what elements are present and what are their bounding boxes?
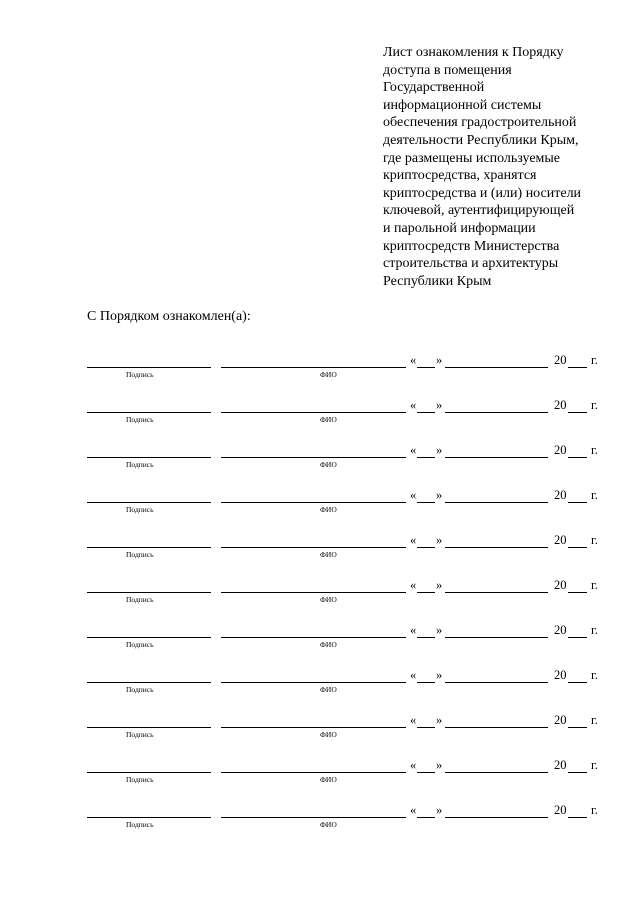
fio-caption: ФИО [320,820,337,829]
signature-line[interactable] [87,682,211,683]
day-blank[interactable] [417,502,435,503]
quote-close: » [436,443,443,457]
signature-line[interactable] [87,547,211,548]
signature-caption: Подпись [126,595,154,604]
year-blank[interactable] [568,547,587,548]
month-line[interactable] [445,457,548,458]
day-blank[interactable] [417,412,435,413]
signature-row [0,443,634,471]
year-blank[interactable] [568,412,587,413]
signature-row [0,713,634,741]
fio-caption: ФИО [320,640,337,649]
signature-caption: Подпись [126,370,154,379]
header-line: Лист ознакомления к Порядку [383,45,564,60]
signature-line[interactable] [87,772,211,773]
signature-caption: Подпись [126,505,154,514]
signature-line[interactable] [87,817,211,818]
header-line: ключевой, аутентифицирующей [383,203,575,219]
quote-close: » [436,803,443,817]
month-line[interactable] [445,592,548,593]
fio-caption: ФИО [320,550,337,559]
fio-caption: ФИО [320,505,337,514]
signature-caption: Подпись [126,415,154,424]
signature-caption: Подпись [126,640,154,649]
document-header [383,44,613,290]
header-line: строительства и архитектуры [383,256,559,272]
year-suffix: г. [591,668,598,682]
day-blank[interactable] [417,592,435,593]
header-line: деятельности Республики Крым, [383,132,579,148]
quote-open: « [410,533,417,547]
year-blank[interactable] [568,682,587,683]
fio-line[interactable] [221,772,406,773]
signature-row [0,533,634,561]
quote-close: » [436,353,443,367]
quote-open: « [410,668,417,682]
day-blank[interactable] [417,817,435,818]
month-line[interactable] [445,772,548,773]
year-blank[interactable] [568,727,587,728]
month-line[interactable] [445,502,548,503]
fio-line[interactable] [221,457,406,458]
day-blank[interactable] [417,547,435,548]
year-prefix: 20 [554,668,567,682]
signature-line[interactable] [87,457,211,458]
fio-line[interactable] [221,367,406,368]
year-prefix: 20 [554,533,567,547]
signature-row [0,488,634,516]
quote-close: » [436,758,443,772]
fio-caption: ФИО [320,730,337,739]
quote-open: « [410,578,417,592]
signature-row [0,623,634,651]
signature-row [0,758,634,786]
year-blank[interactable] [568,772,587,773]
fio-caption: ФИО [320,370,337,379]
fio-caption: ФИО [320,685,337,694]
day-blank[interactable] [417,727,435,728]
fio-line[interactable] [221,502,406,503]
fio-caption: ФИО [320,460,337,469]
day-blank[interactable] [417,772,435,773]
year-prefix: 20 [554,398,567,412]
signature-line[interactable] [87,502,211,503]
year-suffix: г. [591,758,598,772]
header-line: где размещены используемые [383,150,561,166]
year-suffix: г. [591,713,598,727]
fio-caption: ФИО [320,775,337,784]
fio-line[interactable] [221,637,406,638]
signature-caption: Подпись [126,820,154,829]
signature-row [0,398,634,426]
year-prefix: 20 [554,578,567,592]
quote-open: « [410,353,417,367]
year-prefix: 20 [554,803,567,817]
signature-caption: Подпись [126,730,154,739]
signature-line[interactable] [87,592,211,593]
day-blank[interactable] [417,457,435,458]
month-line[interactable] [445,727,548,728]
year-suffix: г. [591,623,598,637]
header-line: обеспечения градостроительной [383,115,577,131]
year-suffix: г. [591,533,598,547]
fio-line[interactable] [221,682,406,683]
signature-caption: Подпись [126,775,154,784]
quote-open: « [410,713,417,727]
fio-line[interactable] [221,412,406,413]
fio-caption: ФИО [320,595,337,604]
quote-close: » [436,668,443,682]
year-suffix: г. [591,443,598,457]
fio-line[interactable] [221,817,406,818]
signature-row [0,668,634,696]
year-suffix: г. [591,353,598,367]
year-blank[interactable] [568,817,587,818]
header-line: и парольной информации [383,220,536,236]
header-line: криптосредства и (или) носители [383,185,582,201]
quote-open: « [410,803,417,817]
quote-close: » [436,533,443,547]
month-line[interactable] [445,817,548,818]
quote-open: « [410,758,417,772]
quote-close: » [436,623,443,637]
year-suffix: г. [591,488,598,502]
quote-open: « [410,398,417,412]
quote-close: » [436,578,443,592]
year-blank[interactable] [568,637,587,638]
signature-row [0,353,634,381]
intro-text: С Порядком ознакомлен(а): [87,309,251,324]
quote-open: « [410,443,417,457]
year-blank[interactable] [568,592,587,593]
month-line[interactable] [445,682,548,683]
signature-line[interactable] [87,727,211,728]
signature-line[interactable] [87,637,211,638]
header-line: Республики Крым [383,273,492,289]
year-suffix: г. [591,803,598,817]
year-prefix: 20 [554,713,567,727]
quote-close: » [436,398,443,412]
fio-caption: ФИО [320,415,337,424]
year-blank[interactable] [568,367,587,368]
header-line: криптосредства, хранятся [383,168,537,184]
header-line: доступа в помещения [383,62,512,78]
signature-caption: Подпись [126,685,154,694]
signature-row [0,578,634,606]
month-line[interactable] [445,547,548,548]
year-suffix: г. [591,398,598,412]
signature-line[interactable] [87,412,211,413]
signature-row [0,803,634,831]
month-line[interactable] [445,637,548,638]
year-blank[interactable] [568,457,587,458]
header-line: Государственной [383,80,485,96]
month-line[interactable] [445,367,548,368]
year-suffix: г. [591,578,598,592]
year-prefix: 20 [554,353,567,367]
header-line: информационной системы [383,97,542,113]
quote-close: » [436,488,443,502]
quote-close: » [436,713,443,727]
day-blank[interactable] [417,637,435,638]
fio-line[interactable] [221,547,406,548]
year-prefix: 20 [554,758,567,772]
month-line[interactable] [445,412,548,413]
signature-caption: Подпись [126,550,154,559]
year-prefix: 20 [554,443,567,457]
quote-open: « [410,488,417,502]
year-prefix: 20 [554,623,567,637]
day-blank[interactable] [417,682,435,683]
year-prefix: 20 [554,488,567,502]
quote-open: « [410,623,417,637]
signature-caption: Подпись [126,460,154,469]
year-blank[interactable] [568,502,587,503]
fio-line[interactable] [221,727,406,728]
signature-line[interactable] [87,367,211,368]
header-line: криптосредств Министерства [383,238,560,254]
fio-line[interactable] [221,592,406,593]
day-blank[interactable] [417,367,435,368]
